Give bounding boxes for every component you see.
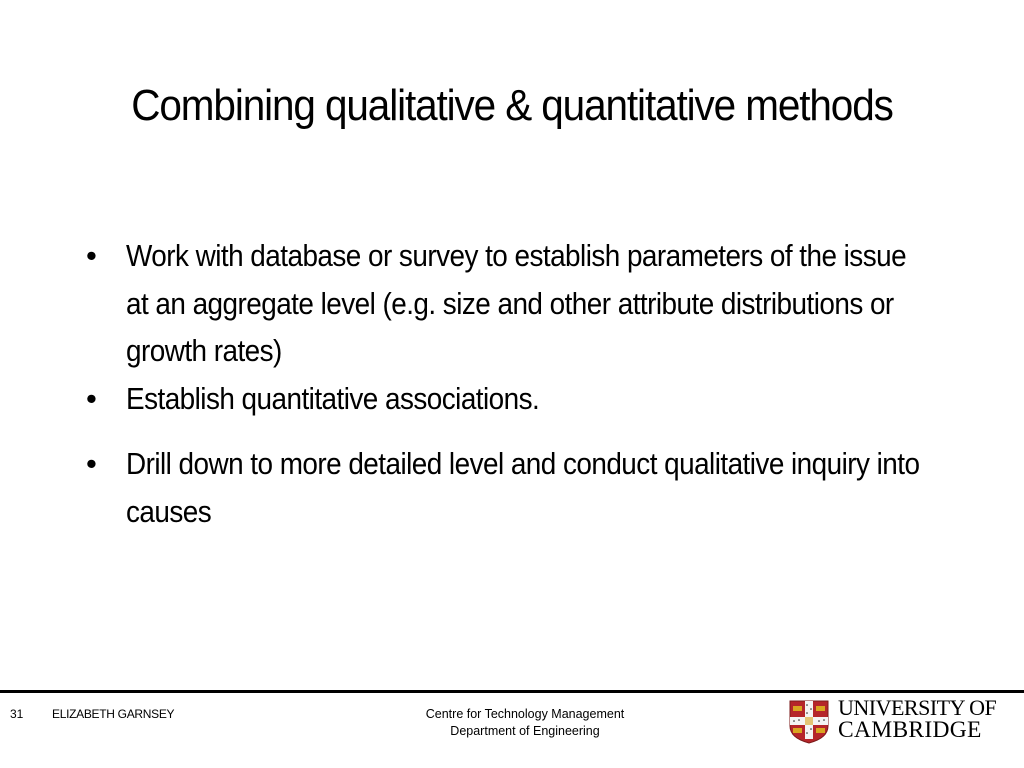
- wordmark-line2: CAMBRIDGE: [838, 717, 982, 743]
- bullet-text: Establish quantitative associations.: [126, 380, 540, 416]
- bullet-marker: •: [86, 238, 97, 273]
- footer-divider: [0, 690, 1024, 693]
- bullet-marker: •: [86, 446, 97, 481]
- bullet-item: [86, 440, 966, 535]
- university-crest-icon: [789, 700, 829, 744]
- department-info: [400, 706, 650, 740]
- bullet-text: Work with database or survey to establish parameters of the issue at an aggregate level (e.g. size and other attribute distributions or growth rates): [126, 238, 907, 368]
- slide-number: 31: [10, 707, 24, 721]
- bullet-item: [86, 375, 966, 423]
- spacer: [86, 422, 966, 440]
- bullet-text: Drill down to more detailed level and conduct qualitative inquiry into causes: [126, 446, 920, 529]
- bullet-marker: •: [86, 380, 97, 416]
- wordmark-line1: UNIVERSITY OF: [838, 695, 997, 720]
- author-name: ELIZABETH GARNSEY: [52, 707, 175, 721]
- centre-name: Centre for Technology Management: [425, 707, 625, 721]
- slide-title: Combining qualitative & quantitative methods: [131, 81, 893, 130]
- department-name: Department of Engineering: [450, 724, 600, 738]
- university-wordmark: [838, 697, 996, 741]
- bullet-list: [86, 232, 966, 535]
- bullet-item: [86, 232, 966, 375]
